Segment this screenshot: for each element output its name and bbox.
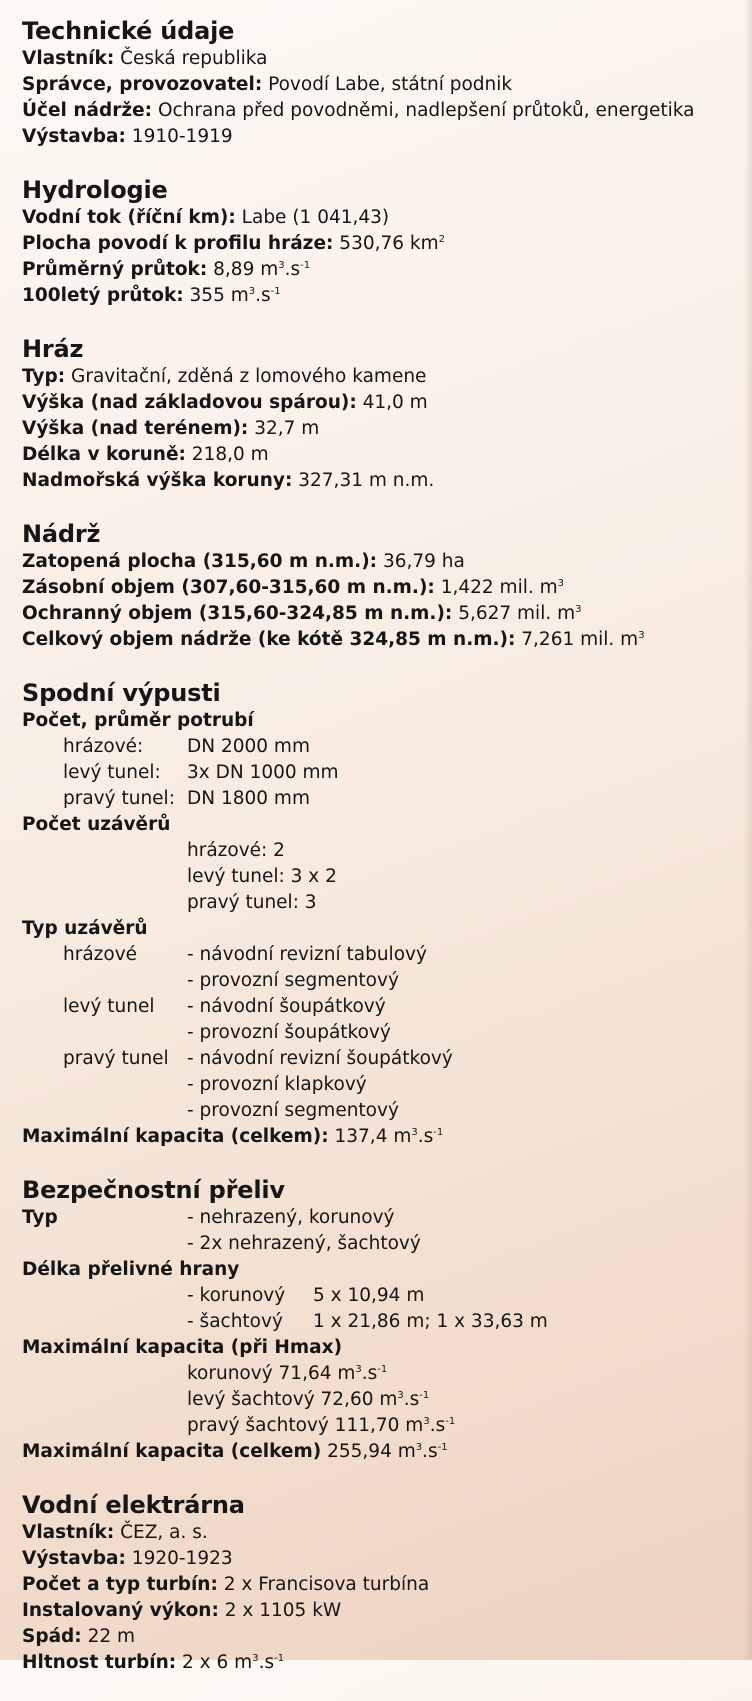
row-crest-spill: - korunový 5 x 10,94 m: [187, 1285, 425, 1306]
row-cap-crest: korunový 71,64 $m^3.s^{-1}$: [187, 1363, 388, 1384]
row-mean-flow: Průměrný průtok: 8,89 $m^3.s^{-1}$: [22, 259, 311, 280]
row-height-base: Výška (nad základovou spárou): 41,0 m: [22, 392, 428, 413]
section-power-plant: [22, 1490, 742, 1676]
row-storage-volume: Zásobní objem (307,60-315,60 m n.m.): 1,422 mil. $m^3$: [22, 577, 565, 598]
row-dam-type: Typ: Gravitační, zděná z lomového kamene: [22, 366, 427, 387]
section-reservoir: [22, 519, 742, 653]
subheading: Počet, průměr potrubí: [22, 710, 254, 731]
row-head: Spád: 22 m: [22, 1626, 136, 1647]
section-title: Hydrologie: [22, 176, 168, 204]
row-operator: Správce, provozovatel: Povodí Labe, státní podnik: [22, 74, 513, 95]
row-spill-type-2: - 2x nehrazený, šachtový: [187, 1233, 421, 1254]
row-flooded-area: Zatopená plocha (315,60 m n.m.): 36,79 ha: [22, 551, 465, 572]
row-crest-elevation: Nadmořská výška koruny: 327,31 m n.m.: [22, 470, 435, 491]
row-gates-dam: hrázové: 2: [187, 840, 285, 861]
technical-data-sheet: [22, 16, 742, 1701]
section-technical: [22, 16, 742, 150]
page-edge-shadow: [744, 0, 752, 1660]
row-shaft-spill: - šachtový 1 x 21,86 m; 1 x 33,63 m: [187, 1311, 548, 1332]
row-plant-owner: Vlastník: ČEZ, a. s.: [22, 1522, 208, 1543]
section-title: Technické údaje: [22, 17, 235, 45]
row-type-right: pravý tunel - návodní revizní šoupátkový: [63, 1048, 453, 1069]
row-100y-flow: 100letý průtok: 355 $m^3.s^{-1}$: [22, 285, 281, 306]
row-pipe-right: pravý tunel: DN 1800 mm: [63, 788, 310, 809]
row-turbine-flow: Hltnost turbín: 2 x 6 $m^3.s^{-1}$: [22, 1652, 285, 1673]
section-bottom-outlets: [22, 678, 742, 1150]
section-title: Vodní elektrárna: [22, 1491, 245, 1519]
row-type-left: levý tunel - návodní šoupátkový: [63, 996, 386, 1017]
section-spillway: [22, 1175, 742, 1465]
row-flood-volume: Ochranný objem (315,60-324,85 m n.m.): 5,627 mil. $m^3$: [22, 603, 582, 624]
section-title: Bezpečnostní přeliv: [22, 1176, 285, 1204]
row-type-right-3: - provozní segmentový: [187, 1100, 399, 1121]
row-type-dam: hrázové - návodní revizní tabulový: [63, 944, 427, 965]
row-catchment: Plocha povodí k profilu hráze: 530,76 $km^2$: [22, 233, 446, 254]
section-hydrology: [22, 175, 742, 309]
row-type-left-2: - provozní šoupátkový: [187, 1022, 391, 1043]
section-title: Nádrž: [22, 520, 101, 548]
subheading: Počet uzávěrů: [22, 814, 171, 835]
row-crest-length: Délka v koruně: 218,0 m: [22, 444, 269, 465]
section-dam: [22, 334, 742, 494]
row-cap-total: Maximální kapacita (celkem) 255,94 $m^3.s^{-1}$: [22, 1441, 448, 1462]
row-gates-right: pravý tunel: 3: [187, 892, 317, 913]
subheading: Typ uzávěrů: [22, 918, 148, 939]
row-gates-left: levý tunel: 3 x 2: [187, 866, 337, 887]
subheading: Maximální kapacita (při Hmax): [22, 1337, 343, 1358]
section-title: Spodní výpusti: [22, 679, 221, 707]
row-construction: Výstavba: 1910-1919: [22, 126, 233, 147]
row-type-right-2: - provozní klapkový: [187, 1074, 367, 1095]
row-height-terrain: Výška (nad terénem): 32,7 m: [22, 418, 320, 439]
row-type-dam-2: - provozní segmentový: [187, 970, 399, 991]
row-cap-right-shaft: pravý šachtový 111,70 $m^3.s^{-1}$: [187, 1415, 456, 1436]
row-owner: Vlastník: Česká republika: [22, 48, 268, 69]
row-turbines: Počet a typ turbín: 2 x Francisova turbína: [22, 1574, 430, 1595]
row-cap-left-shaft: levý šachtový 72,60 $m^3.s^{-1}$: [187, 1389, 430, 1410]
row-total-volume: Celkový objem nádrže (ke kótě 324,85 m n.m.): 7,261 mil. $m^3$: [22, 629, 645, 650]
row-pipe-dam: hrázové: DN 2000 mm: [63, 736, 310, 757]
subheading: Délka přelivné hrany: [22, 1259, 240, 1280]
section-title: Hráz: [22, 335, 84, 363]
row-spill-type: Typ - nehrazený, korunový: [22, 1207, 395, 1228]
row-max-capacity: Maximální kapacita (celkem): 137,4 $m^3.s^{-1}$: [22, 1126, 444, 1147]
row-power: Instalovaný výkon: 2 x 1105 kW: [22, 1600, 342, 1621]
row-pipe-left: levý tunel: 3x DN 1000 mm: [63, 762, 339, 783]
row-plant-construction: Výstavba: 1920-1923: [22, 1548, 233, 1569]
row-river: Vodní tok (říční km): Labe (1 041,43): [22, 207, 390, 228]
row-purpose: Účel nádrže: Ochrana před povodněmi, nadlepšení průtoků, energetika: [22, 100, 695, 121]
